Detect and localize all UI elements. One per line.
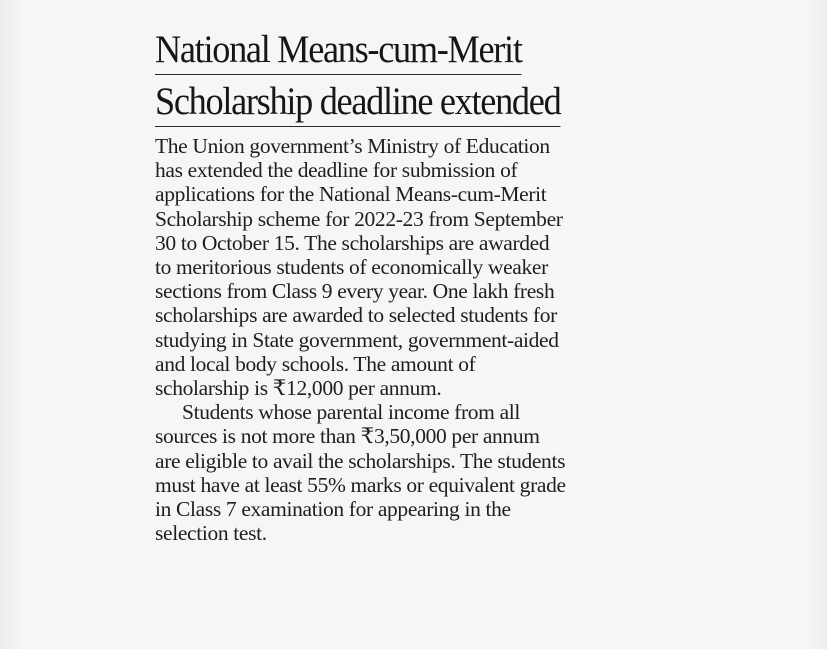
- paragraph-1-line: The Union government’s Ministry of Education: [155, 134, 550, 158]
- paragraph-1-line: sections from Class 9 every year. One lakh fresh: [155, 279, 555, 304]
- paragraph-1-line: scholarship is ₹12,000 per annum.: [155, 376, 442, 401]
- paragraph-2-line: Students whose parental income from all: [182, 400, 521, 425]
- headline-line-2: Scholarship deadline extended: [155, 78, 560, 127]
- paragraph-1-line: has extended the deadline for submission of: [155, 158, 518, 183]
- headline-line-1: National Means-cum-Merit: [155, 26, 522, 75]
- paragraph-1-line: to meritorious students of economically weaker: [155, 255, 548, 280]
- paragraph-1-line: studying in State government, government-aided: [155, 327, 559, 352]
- paragraph-2-line: selection test.: [155, 521, 267, 546]
- paragraph-1-line: 30 to October 15. The scholarships are awarded: [155, 230, 550, 255]
- paragraph-1-line: Scholarship scheme for 2022-23 from September: [155, 206, 563, 231]
- news-clipping: [155, 26, 655, 546]
- headline: [155, 26, 620, 127]
- paragraph-1-line: scholarships are awarded to selected students for: [155, 303, 557, 328]
- paragraph-2-line: in Class 7 examination for appearing in the: [155, 497, 511, 522]
- paragraph-2: [155, 400, 655, 545]
- paragraph-1-line: applications for the National Means-cum-Merit: [155, 182, 547, 207]
- paragraph-2-line: sources is not more than ₹3,50,000 per annum: [155, 424, 540, 449]
- article-body: [155, 134, 655, 545]
- paragraph-2-line: are eligible to avail the scholarships. The students: [155, 448, 566, 473]
- paragraph-2-line: must have at least 55% marks or equivalent grade: [155, 472, 566, 497]
- paragraph-1: [155, 134, 655, 400]
- paragraph-1-line: and local body schools. The amount of: [155, 351, 476, 376]
